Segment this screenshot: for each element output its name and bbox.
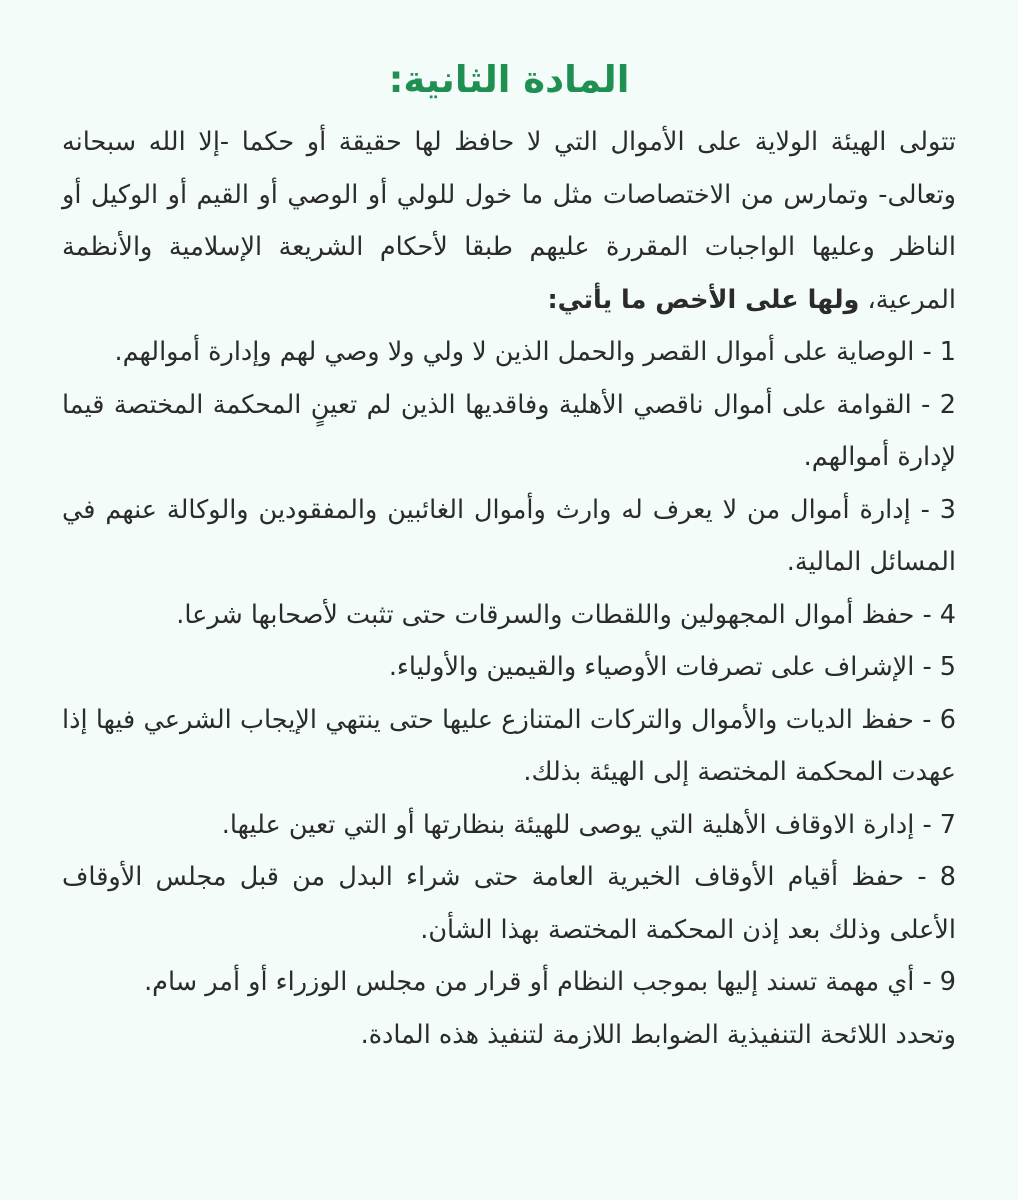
intro-paragraph (62, 116, 956, 326)
item-number: 9 - (922, 967, 956, 997)
item-text: إدارة أموال من لا يعرف له وارث وأموال الغائبين والمفقودين والوكالة عنهم في المسائل المالية. (62, 494, 956, 577)
intro-bold-text: ولها على الأخص ما يأتي: (547, 284, 860, 315)
list-item (62, 326, 956, 379)
item-number: 3 - (920, 494, 957, 525)
item-text: حفظ الديات والأموال والتركات المتنازع عليها حتى ينتهي الإيجاب الشرعي فيها إذا عهدت المحكمة المختصة إلى الهيئة بذلك. (62, 704, 956, 787)
item-text: الوصاية على أموال القصر والحمل الذين لا ولي ولا وصي لهم وإدارة أموالهم. (114, 337, 915, 367)
item-number: 7 - (922, 809, 956, 840)
list-item (62, 851, 956, 956)
item-number: 5 - (922, 652, 956, 682)
list-item (62, 589, 956, 642)
item-number: 6 - (922, 704, 957, 735)
intro-text: تتولى الهيئة الولاية على الأموال التي لا حافظ لها حقيقة أو حكما -إلا الله سبحانه وتعالى- وتمارس من الاختصاصات مثل ما خول للولي أو الوصي أو القيم أو الوكيل أو الناظر وعليها الواجبات المقررة عليهم طبقا لأحكام الشريعة الإسلامية والأنظمة المرعية، (62, 127, 956, 315)
list-item (62, 956, 956, 1009)
list-item (62, 799, 956, 852)
item-text: الإشراف على تصرفات الأوصياء والقيمين والأولياء. (388, 652, 915, 682)
item-number: 1 - (922, 337, 956, 367)
article-title: المادة الثانية: (388, 58, 630, 101)
item-text: أي مهمة تسند إليها بموجب النظام أو قرار من مجلس الوزراء أو أمر سام. (144, 967, 915, 997)
item-number: 2 - (921, 389, 957, 420)
list-item (62, 379, 956, 484)
item-text: حفظ أموال المجهولين واللقطات والسرقات حتى تثبت لأصحابها شرعا. (176, 599, 915, 630)
item-text: حفظ أقيام الأوقاف الخيرية العامة حتى شراء البدل من قبل مجلس الأوقاف الأعلى وذلك بعد إذن المحكمة المختصة بهذا الشأن. (62, 862, 956, 945)
item-number: 8 - (917, 862, 956, 892)
list-item (62, 641, 956, 694)
list-item (62, 484, 956, 589)
article-body (62, 116, 956, 1061)
item-text: القوامة على أموال ناقصي الأهلية وفاقديها الذين لم تعينٍ المحكمة المختصة قيما لإدارة أموالهم. (62, 389, 956, 472)
item-text: إدارة الاوقاف الأهلية التي يوصى للهيئة بنظارتها أو التي تعين عليها. (221, 809, 915, 840)
closing-paragraph: وتحدد اللائحة التنفيذية الضوابط اللازمة لتنفيذ هذه المادة. (360, 1019, 956, 1050)
list-item (62, 694, 956, 799)
item-number: 4 - (922, 599, 956, 630)
